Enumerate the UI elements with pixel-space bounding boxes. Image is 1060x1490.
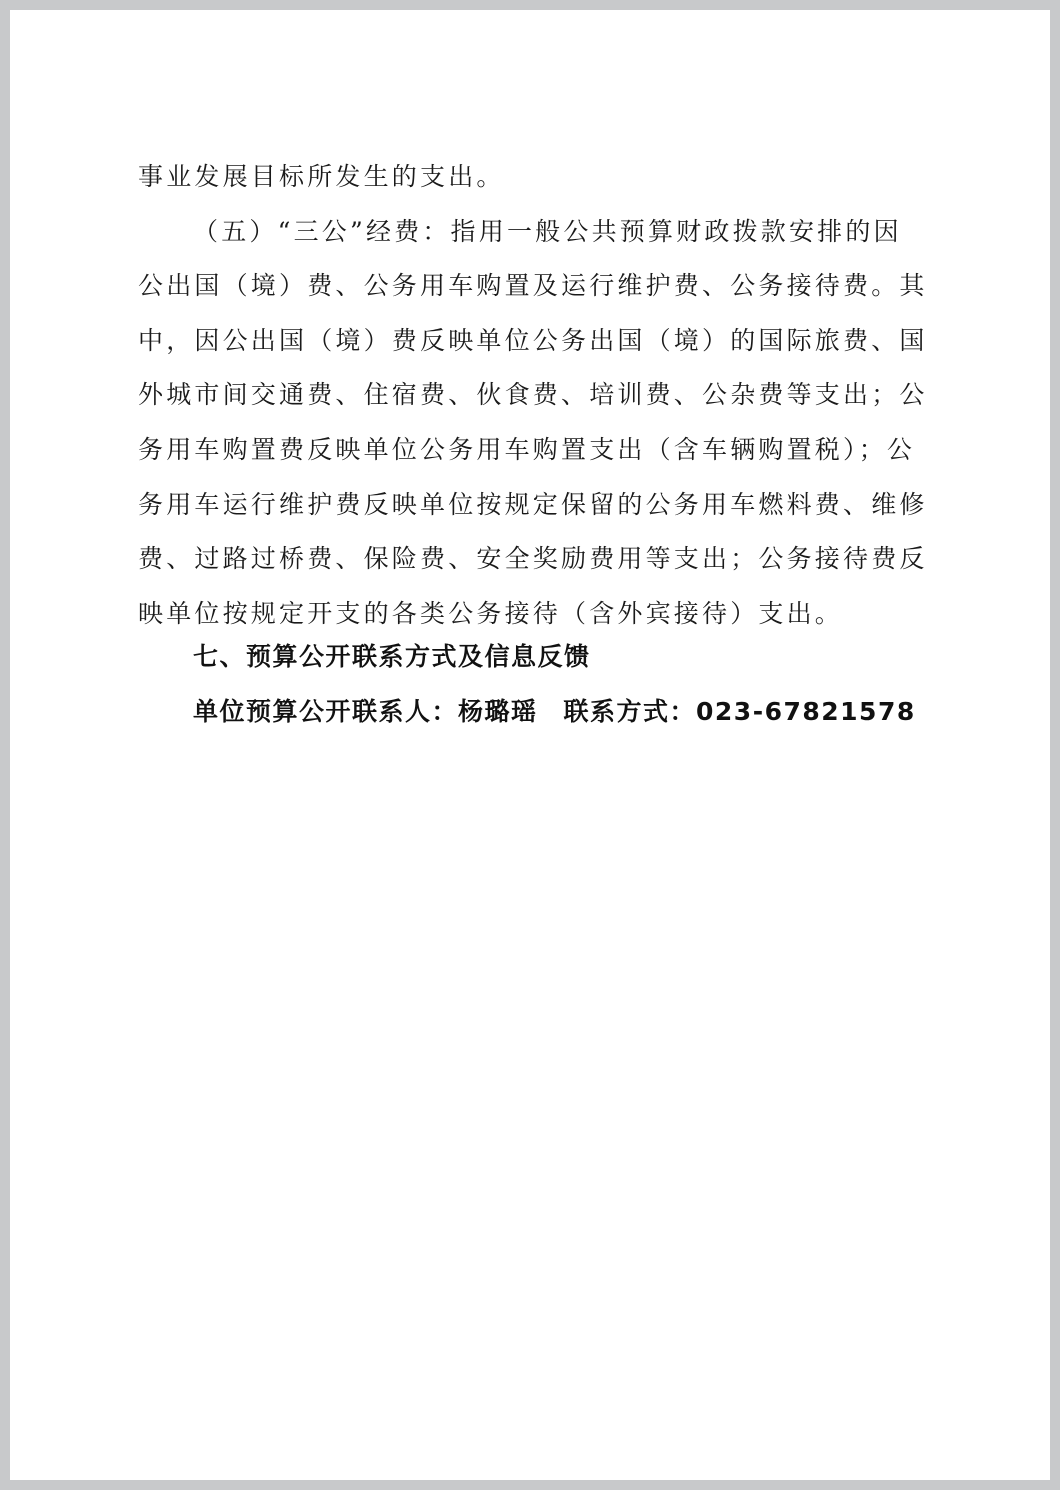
- contact-person: 单位预算公开联系人：杨璐瑶: [193, 696, 538, 726]
- paragraph-line: 中，因公出国（境）费反映单位公务出国（境）的国际旅费、国: [138, 325, 928, 355]
- paragraph-line: 公出国（境）费、公务用车购置及运行维护费、公务接待费。其: [138, 271, 928, 301]
- paragraph-line: （五）“三公”经费：指用一般公共预算财政拨款安排的因: [193, 216, 902, 246]
- paragraph-line: 事业发展目标所发生的支出。: [138, 162, 505, 191]
- paragraph-line: 映单位按规定开支的各类公务接待（含外宾接待）支出。: [138, 598, 844, 628]
- contact-line: [193, 685, 953, 740]
- paragraph-line: 外城市间交通费、住宿费、伙食费、培训费、公杂费等支出；公: [138, 380, 928, 410]
- document-page: [10, 10, 1050, 1480]
- paragraph-line: 费、过路过桥费、保险费、安全奖励费用等支出；公务接待费反: [138, 544, 928, 574]
- body-paragraphs: [138, 150, 938, 641]
- contact-section: [193, 630, 953, 739]
- contact-method: 联系方式：023-67821578: [563, 696, 916, 726]
- paragraph-line: 务用车运行维护费反映单位按规定保留的公务用车燃料费、维修: [138, 489, 928, 519]
- paragraph-line: 务用车购置费反映单位公务用车购置支出（含车辆购置税）；公: [138, 434, 916, 464]
- section-heading: 七、预算公开联系方式及信息反馈: [193, 642, 591, 671]
